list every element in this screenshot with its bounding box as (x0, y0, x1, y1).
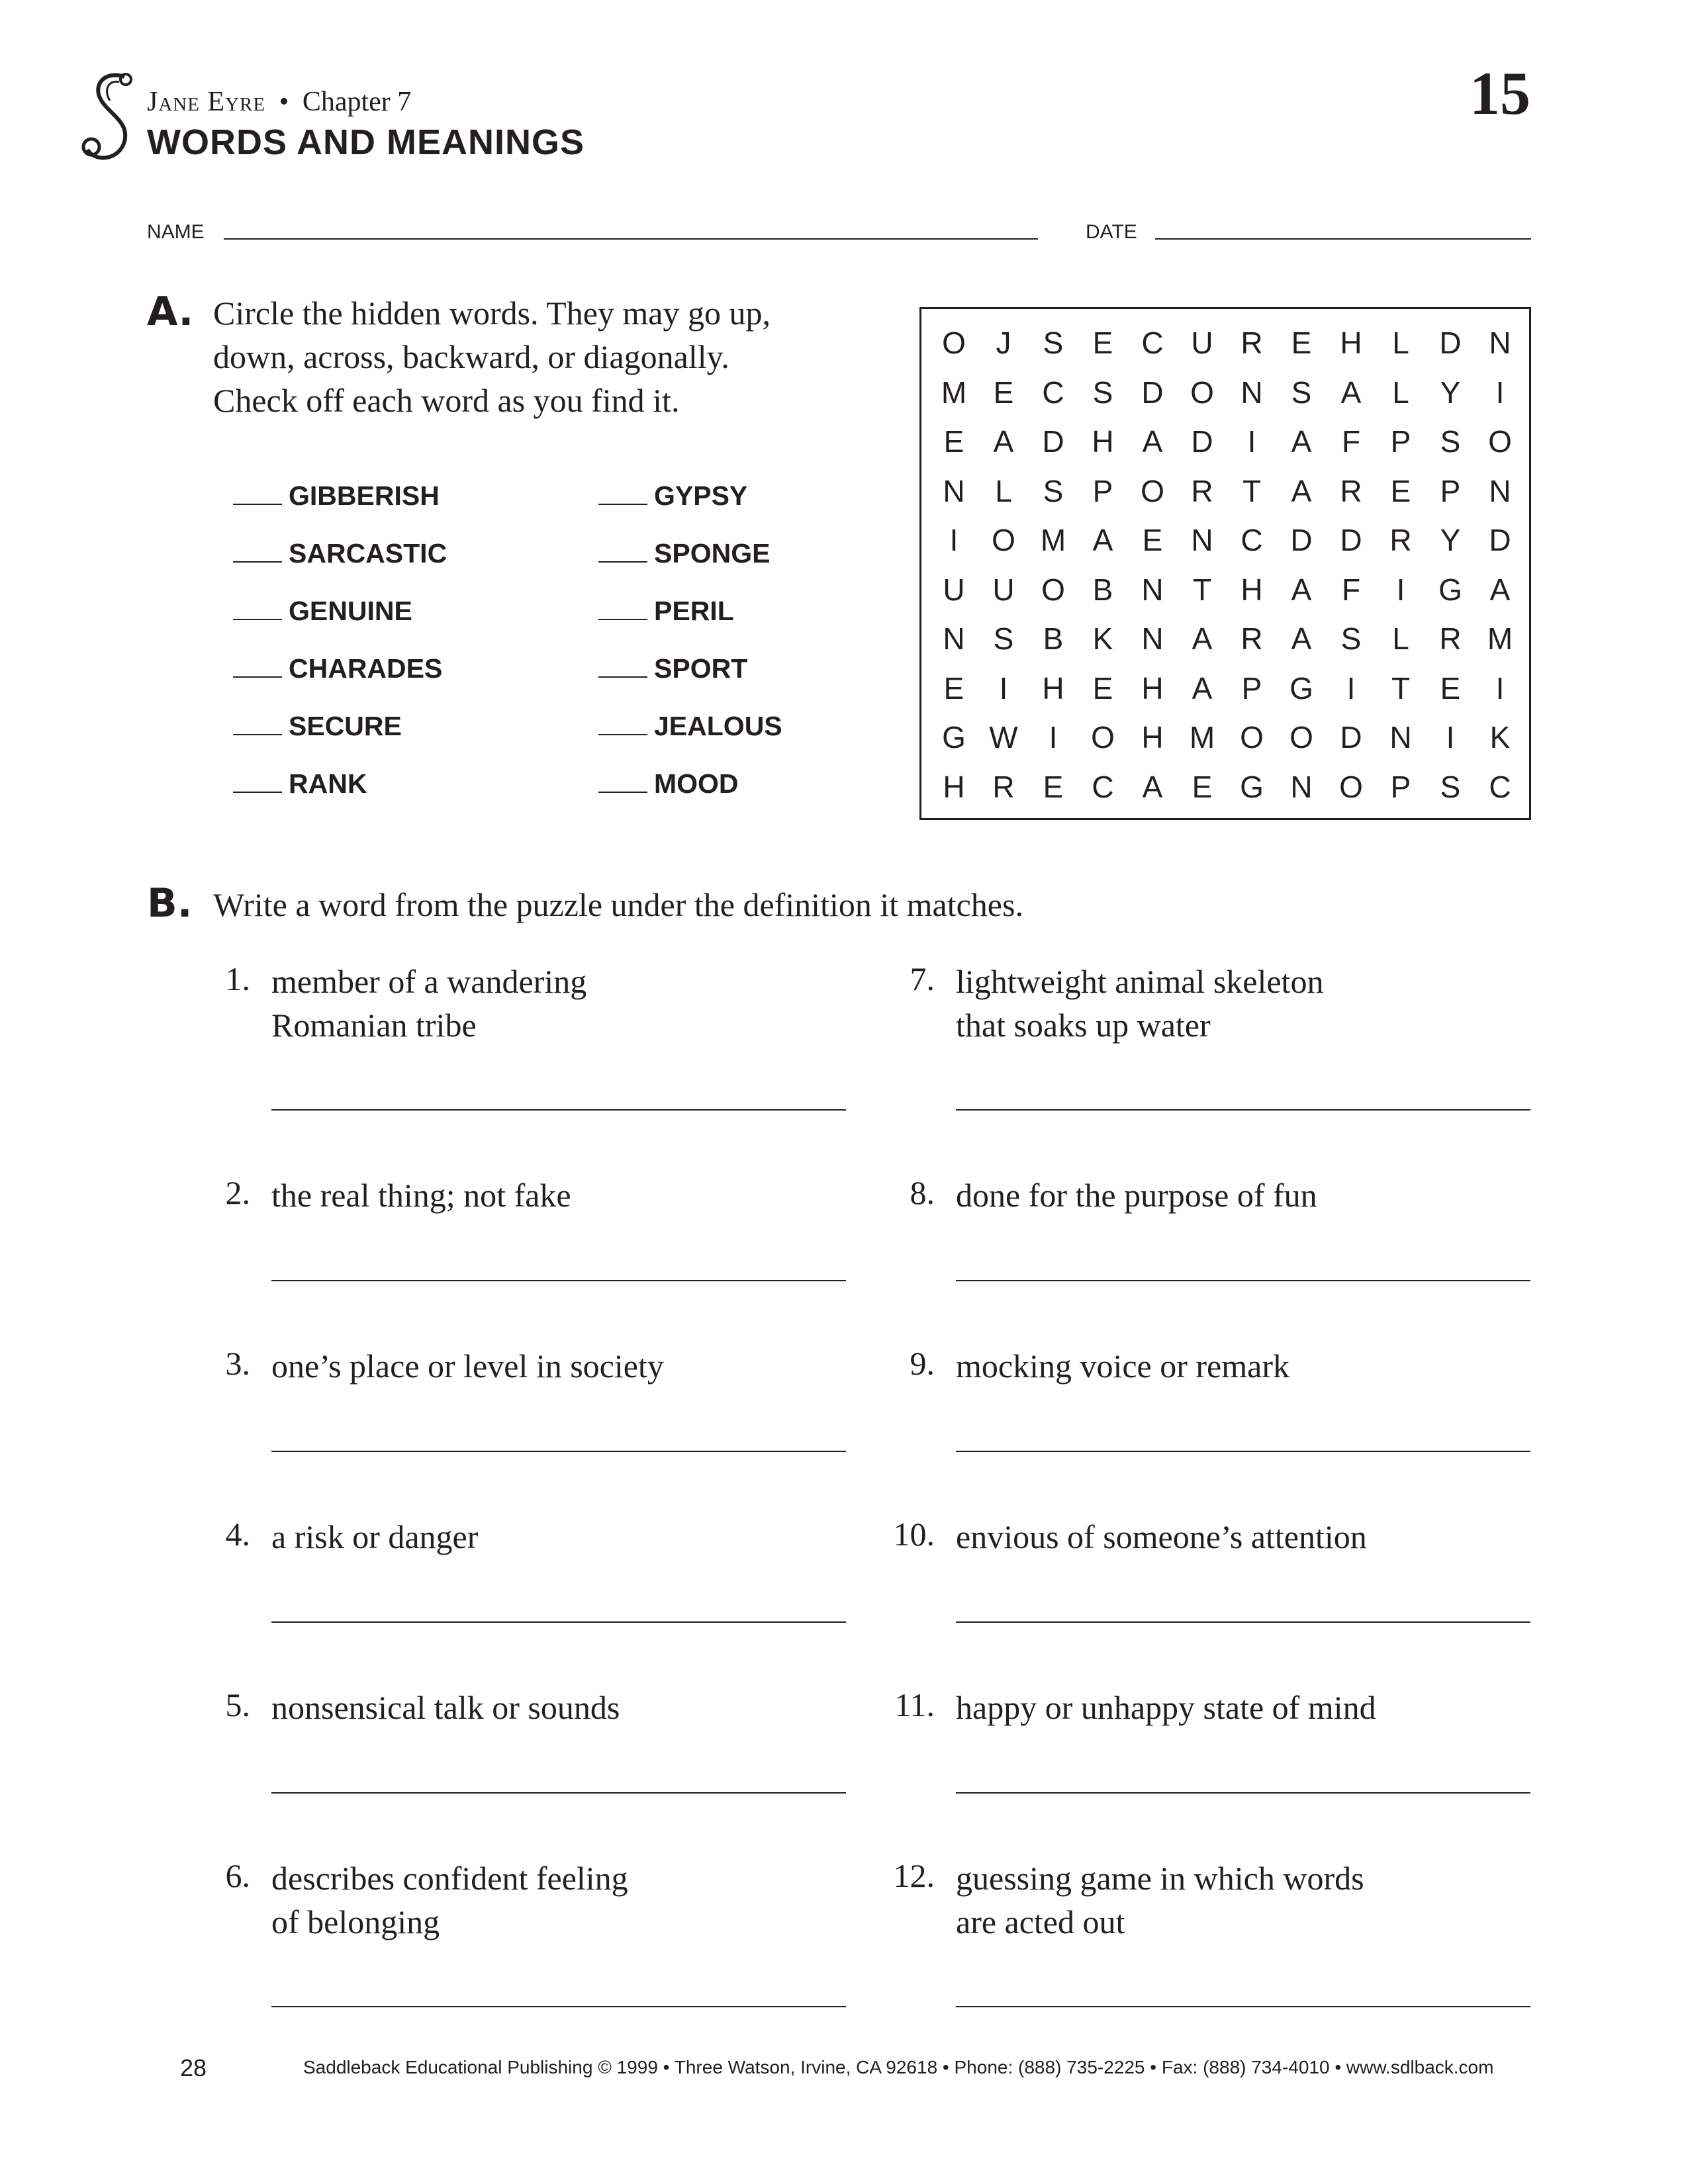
section-b-instructions: Write a word from the puzzle under the definition it matches. (213, 886, 1023, 923)
puzzle-letter[interactable]: D (1042, 424, 1064, 459)
puzzle-letter[interactable]: N (1489, 473, 1511, 508)
puzzle-letter[interactable]: S (1291, 375, 1312, 410)
puzzle-letter[interactable]: R (1191, 473, 1213, 508)
puzzle-letter[interactable]: E (1043, 769, 1064, 804)
checkbox-blank[interactable] (233, 772, 282, 793)
puzzle-letter[interactable]: K (1489, 720, 1511, 754)
puzzle-letter[interactable]: A (1092, 523, 1113, 557)
definition-line: envious of someone’s attention (956, 1518, 1367, 1555)
puzzle-letter[interactable]: D (1439, 326, 1462, 360)
definition-text (271, 1686, 841, 1729)
checkbox-blank[interactable] (598, 772, 647, 793)
puzzle-letter[interactable]: D (1340, 523, 1362, 557)
definition-number: 12. (893, 1857, 935, 1894)
definition-text (956, 1515, 1525, 1559)
definition-number: 3. (225, 1345, 250, 1382)
puzzle-row (921, 614, 1529, 663)
word-label: RANK (289, 768, 367, 799)
puzzle-letter[interactable]: A (1291, 572, 1312, 607)
puzzle-letter[interactable]: H (1241, 572, 1263, 607)
word-list-item[interactable] (233, 480, 440, 512)
word-label: SPONGE (654, 538, 771, 569)
word-label: GIBBERISH (289, 480, 440, 511)
puzzle-letter[interactable]: R (992, 769, 1015, 804)
puzzle-letter[interactable]: O (942, 326, 966, 360)
puzzle-row (921, 565, 1529, 614)
puzzle-letter[interactable]: R (1439, 621, 1462, 656)
checkbox-blank[interactable] (598, 657, 647, 678)
puzzle-letter[interactable]: I (1495, 375, 1505, 410)
puzzle-letter[interactable]: C (1092, 769, 1114, 804)
puzzle-letter[interactable]: N (1141, 572, 1164, 607)
definition-number: 10. (893, 1516, 935, 1553)
puzzle-letter[interactable]: A (1291, 473, 1312, 508)
definition-number: 1. (225, 960, 250, 997)
puzzle-letter[interactable]: R (1241, 326, 1263, 360)
puzzle-letter[interactable]: E (1440, 670, 1461, 705)
puzzle-letter[interactable]: T (1242, 473, 1262, 508)
answer-line[interactable] (956, 1621, 1530, 1623)
word-label: MOOD (654, 768, 739, 799)
definition-number: 7. (910, 960, 935, 997)
puzzle-letter[interactable]: B (1043, 621, 1064, 656)
puzzle-row (921, 467, 1529, 516)
puzzle-letter[interactable]: I (1247, 424, 1256, 459)
puzzle-letter[interactable]: N (1290, 769, 1313, 804)
definition-line: one’s place or level in society (271, 1347, 664, 1385)
name-line[interactable] (224, 238, 1038, 240)
checkbox-blank[interactable] (233, 484, 282, 505)
puzzle-letter[interactable]: L (1392, 326, 1409, 360)
puzzle-letter[interactable]: P (1092, 473, 1113, 508)
puzzle-letter[interactable]: E (1142, 523, 1163, 557)
section-a-letter: A. (147, 289, 194, 335)
checkbox-blank[interactable] (598, 714, 647, 735)
puzzle-letter[interactable]: N (1489, 326, 1511, 360)
checkbox-blank[interactable] (598, 599, 647, 620)
checkbox-blank[interactable] (233, 657, 282, 678)
word-list-item[interactable] (233, 538, 447, 569)
word-label: GENUINE (289, 596, 412, 626)
section-a-instructions (213, 291, 771, 422)
puzzle-letter[interactable]: H (1141, 720, 1164, 754)
puzzle-letter[interactable]: A (1192, 670, 1213, 705)
definition-line: nonsensical talk or sounds (271, 1689, 620, 1726)
puzzle-letter[interactable]: A (1142, 769, 1163, 804)
definition-text (956, 960, 1525, 1047)
checkbox-blank[interactable] (233, 599, 282, 620)
word-label: CHARADES (289, 653, 443, 684)
definition-number: 11. (894, 1686, 935, 1723)
checkbox-blank[interactable] (598, 484, 647, 505)
puzzle-row (921, 713, 1529, 762)
definition-line: member of a wandering (271, 963, 587, 1000)
answer-line[interactable] (271, 1109, 846, 1111)
instruction-line: down, across, backward, or diagonally. (213, 338, 729, 375)
definition-line: done for the purpose of fun (956, 1177, 1317, 1214)
puzzle-letter[interactable]: I (1049, 720, 1058, 754)
book-chapter-line (147, 86, 411, 118)
definition-text (956, 1173, 1525, 1217)
puzzle-letter[interactable]: N (1389, 720, 1412, 754)
puzzle-letter[interactable]: I (1446, 720, 1455, 754)
puzzle-letter[interactable]: D (1290, 523, 1313, 557)
word-list-item[interactable] (233, 768, 367, 799)
answer-line[interactable] (956, 1280, 1530, 1281)
puzzle-letter[interactable]: W (989, 720, 1018, 754)
checkbox-blank[interactable] (233, 714, 282, 735)
puzzle-letter[interactable]: T (1391, 670, 1411, 705)
definition-line: a risk or danger (271, 1518, 479, 1555)
puzzle-letter[interactable]: J (996, 326, 1011, 360)
puzzle-row (921, 516, 1529, 565)
definition-number: 6. (225, 1857, 250, 1894)
puzzle-letter[interactable]: H (1141, 670, 1164, 705)
separator-bullet: • (279, 87, 289, 117)
definition-line: describes confident feeling (271, 1860, 628, 1897)
worksheet-number: 15 (1470, 60, 1530, 127)
puzzle-letter[interactable]: G (1240, 769, 1264, 804)
definition-line: the real thing; not fake (271, 1177, 571, 1214)
definition-text (271, 1173, 841, 1217)
puzzle-row (921, 318, 1529, 367)
definition-text (271, 1344, 841, 1388)
puzzle-letter[interactable]: F (1341, 572, 1361, 607)
puzzle-letter[interactable]: D (1340, 720, 1362, 754)
definition-text (956, 1856, 1525, 1944)
puzzle-letter[interactable]: S (1340, 621, 1362, 656)
puzzle-letter[interactable]: D (1141, 375, 1164, 410)
puzzle-letter[interactable]: O (1339, 769, 1363, 804)
puzzle-letter[interactable]: C (1241, 523, 1263, 557)
answer-line[interactable] (271, 1451, 846, 1452)
instruction-line: Check off each word as you find it. (213, 382, 680, 419)
puzzle-letter[interactable]: D (1489, 523, 1511, 557)
puzzle-letter[interactable]: G (1289, 670, 1313, 705)
answer-line[interactable] (956, 2006, 1530, 2007)
puzzle-letter[interactable]: A (1340, 375, 1362, 410)
puzzle-letter[interactable]: O (1289, 720, 1313, 754)
definition-text (956, 1686, 1525, 1729)
puzzle-letter[interactable]: N (943, 473, 965, 508)
definition-line: that soaks up water (956, 1007, 1211, 1044)
definition-number: 2. (225, 1174, 250, 1211)
word-list-item[interactable] (598, 596, 734, 627)
answer-line[interactable] (956, 1792, 1530, 1794)
puzzle-letter[interactable]: P (1440, 473, 1461, 508)
puzzle-row (921, 368, 1529, 417)
puzzle-letter[interactable]: C (1489, 769, 1511, 804)
puzzle-letter[interactable]: M (1040, 523, 1066, 557)
word-list-item[interactable] (598, 768, 739, 799)
definition-number: 9. (910, 1345, 935, 1382)
definition-line: happy or unhappy state of mind (956, 1689, 1376, 1726)
puzzle-letter[interactable]: N (1241, 375, 1263, 410)
definition-line: of belonging (271, 1903, 440, 1940)
puzzle-letter[interactable]: S (1043, 326, 1064, 360)
puzzle-letter[interactable]: A (1489, 572, 1511, 607)
word-label: SPORT (654, 653, 748, 684)
puzzle-letter[interactable]: H (1340, 326, 1362, 360)
puzzle-letter[interactable]: E (1291, 326, 1312, 360)
word-list-item[interactable] (598, 711, 782, 742)
definition-line: are acted out (956, 1903, 1125, 1940)
puzzle-letter[interactable]: C (1042, 375, 1064, 410)
puzzle-letter[interactable]: E (1092, 326, 1113, 360)
word-list-item[interactable] (598, 538, 770, 569)
checkbox-blank[interactable] (598, 541, 647, 563)
puzzle-letter[interactable]: E (943, 424, 964, 459)
definition-line: mocking voice or remark (956, 1347, 1289, 1385)
definition-text (271, 1515, 841, 1559)
definition-number: 8. (910, 1174, 935, 1211)
puzzle-letter[interactable]: C (1141, 326, 1164, 360)
word-label: JEALOUS (654, 711, 782, 741)
checkbox-blank[interactable] (233, 541, 282, 563)
date-label: DATE (1086, 221, 1137, 243)
word-label: PERIL (654, 596, 734, 626)
word-list-item[interactable] (233, 596, 412, 627)
worksheet-title: WORDS AND MEANINGS (147, 122, 585, 162)
puzzle-letter[interactable]: S (1440, 424, 1461, 459)
definition-text (271, 960, 841, 1047)
puzzle-letter[interactable]: N (943, 621, 965, 656)
puzzle-letter[interactable]: S (993, 621, 1014, 656)
puzzle-letter[interactable]: R (1241, 621, 1263, 656)
puzzle-letter[interactable]: M (1189, 720, 1215, 754)
puzzle-letter[interactable]: G (942, 720, 966, 754)
puzzle-letter[interactable]: I (1495, 670, 1505, 705)
puzzle-letter[interactable]: O (1141, 473, 1164, 508)
puzzle-letter[interactable]: P (1390, 424, 1411, 459)
puzzle-letter[interactable]: I (999, 670, 1008, 705)
puzzle-letter[interactable]: I (1396, 572, 1405, 607)
puzzle-letter[interactable]: T (1192, 572, 1212, 607)
definition-text (271, 1856, 841, 1944)
puzzle-letter[interactable]: Y (1440, 375, 1461, 410)
puzzle-letter[interactable]: O (992, 523, 1015, 557)
puzzle-letter[interactable]: O (1091, 720, 1115, 754)
puzzle-letter[interactable]: H (943, 769, 965, 804)
answer-line[interactable] (271, 1792, 846, 1794)
puzzle-letter[interactable]: K (1092, 621, 1113, 656)
publisher-credit: Saddleback Educational Publishing © 1999 • Three Watson, Irvine, CA 92618 • Phone: (888) 735-2225 • Fax: (888) 734-4010 • www.sdlback.com (303, 2057, 1494, 2077)
answer-line[interactable] (956, 1451, 1530, 1452)
page-number: 28 (180, 2054, 207, 2081)
puzzle-row (921, 762, 1529, 811)
puzzle-letter[interactable]: L (995, 473, 1012, 508)
puzzle-letter[interactable]: A (993, 424, 1014, 459)
answer-line[interactable] (956, 1109, 1530, 1111)
puzzle-row (921, 664, 1529, 713)
puzzle-letter[interactable]: L (1392, 375, 1409, 410)
definition-number: 4. (225, 1516, 250, 1553)
definition-line: guessing game in which words (956, 1860, 1364, 1897)
word-list-item[interactable] (233, 711, 402, 742)
puzzle-letter[interactable]: E (993, 375, 1014, 410)
puzzle-letter[interactable]: H (1042, 670, 1064, 705)
puzzle-letter[interactable]: S (1043, 473, 1064, 508)
puzzle-letter[interactable]: E (1092, 670, 1113, 705)
puzzle-letter[interactable]: G (1438, 572, 1462, 607)
puzzle-letter[interactable]: A (1142, 424, 1163, 459)
puzzle-letter[interactable]: A (1291, 424, 1312, 459)
answer-line[interactable] (271, 1280, 846, 1281)
puzzle-letter[interactable]: O (1488, 424, 1512, 459)
definition-number: 5. (225, 1686, 250, 1723)
puzzle-letter[interactable]: I (1346, 670, 1356, 705)
word-list-item[interactable] (233, 653, 442, 684)
word-label: SECURE (289, 711, 402, 741)
puzzle-letter[interactable]: O (1190, 375, 1214, 410)
puzzle-letter[interactable]: A (1291, 621, 1312, 656)
answer-line[interactable] (271, 2006, 846, 2007)
word-search-grid[interactable] (919, 307, 1531, 820)
puzzle-letter[interactable]: Y (1440, 523, 1461, 557)
puzzle-letter[interactable]: H (1092, 424, 1114, 459)
word-list-item[interactable] (598, 653, 747, 684)
puzzle-letter[interactable]: N (1191, 523, 1213, 557)
word-label: SARCASTIC (289, 538, 447, 569)
answer-line[interactable] (271, 1621, 846, 1623)
word-list-item[interactable] (598, 480, 747, 512)
puzzle-letter[interactable]: E (1192, 769, 1213, 804)
puzzle-letter[interactable]: P (1241, 670, 1262, 705)
puzzle-letter[interactable]: D (1191, 424, 1213, 459)
definition-text (956, 1344, 1525, 1388)
instruction-line: Circle the hidden words. They may go up, (213, 295, 771, 332)
puzzle-letter[interactable]: A (1192, 621, 1213, 656)
chapter-label: Chapter 7 (302, 87, 412, 117)
date-line[interactable] (1155, 238, 1531, 240)
puzzle-letter[interactable]: U (992, 572, 1015, 607)
puzzle-letter[interactable]: O (1240, 720, 1264, 754)
puzzle-letter[interactable]: R (1389, 523, 1412, 557)
puzzle-letter[interactable]: P (1390, 769, 1411, 804)
puzzle-letter[interactable]: S (1440, 769, 1461, 804)
puzzle-letter[interactable]: M (941, 375, 967, 410)
definition-line: Romanian tribe (271, 1007, 477, 1044)
puzzle-letter[interactable]: U (943, 572, 965, 607)
puzzle-letter[interactable]: O (1041, 572, 1065, 607)
puzzle-letter[interactable]: E (1390, 473, 1411, 508)
puzzle-letter[interactable]: I (949, 523, 959, 557)
puzzle-letter[interactable]: N (1141, 621, 1164, 656)
definition-line: lightweight animal skeleton (956, 963, 1324, 1000)
section-b-letter: B. (147, 880, 193, 927)
puzzle-letter[interactable]: E (943, 670, 964, 705)
word-label: GYPSY (654, 480, 748, 511)
puzzle-letter[interactable]: S (1092, 375, 1113, 410)
puzzle-letter[interactable]: R (1340, 473, 1362, 508)
puzzle-letter[interactable]: U (1191, 326, 1213, 360)
series-logo (78, 70, 139, 169)
puzzle-letter[interactable]: M (1487, 621, 1513, 656)
name-label: NAME (147, 221, 205, 243)
puzzle-letter[interactable]: L (1392, 621, 1409, 656)
puzzle-letter[interactable]: F (1341, 424, 1361, 459)
puzzle-letter[interactable]: B (1092, 572, 1113, 607)
book-title: Jane Eyre (147, 87, 266, 117)
puzzle-row (921, 417, 1529, 466)
